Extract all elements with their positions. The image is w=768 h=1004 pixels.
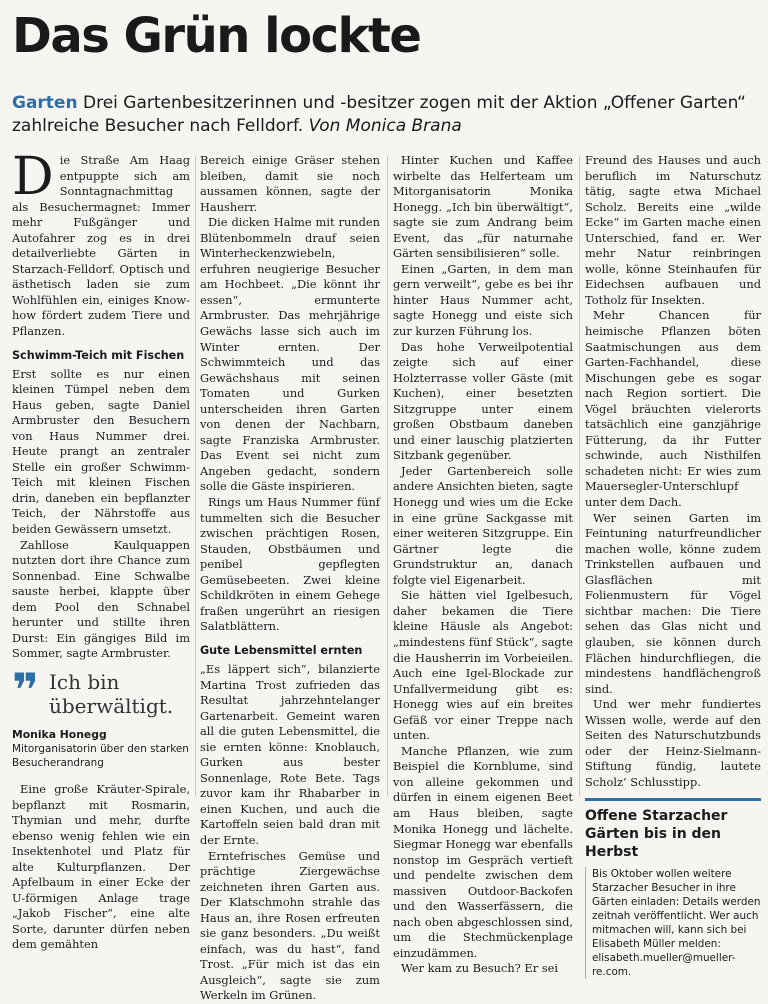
- lead-text: ie Straße Am Haag entpuppte sich am Sonntagnachmittag als Besuchermagnet: Immer mehr Fußgänger und Autofahrer zog es in drei detailverliebte Gärten in Starzach-Felldorf. Optisch und ästhetisch laden sie zum Wohlfühlen ein, einiges Know-how fördert zudem Tiere und Pflanzen.: [12, 153, 190, 339]
- info-box-text: Bis Oktober wollen weitere Starzacher Besucher in ihre Gärten einladen: Details werden zeitnah veröffentlicht. Wer auch mitmachen will, kann sich bei Elisabeth Müller melden: elisabeth.mueller@mueller-re.com.: [585, 867, 761, 979]
- column-rule: [387, 156, 388, 796]
- paragraph: Die dicken Halme mit runden Blütenbommeln drauf seien Winterheckenzwiebeln, erfuhren neugierige Besucher am Hochbeet. „Die könnt ihr essen“, ermunterte Armbruster. Das mehrjährige Gewächs lasse sich auch im Winter ernten. Der Schwimmteich und das Gewächshaus mit seinen Tomaten und Gurken unterscheiden ihren Garten von denen der Nachbarn, sagte Franziska Armbruster. Das Event sei nicht zum Angeben gedacht, sondern solle die Gäste inspirieren.: [200, 215, 380, 494]
- paragraph: Bereich einige Gräser stehen bleiben, damit sie noch aussamen können, sagte der Hausherr.: [200, 153, 380, 214]
- column-rule: [195, 156, 196, 796]
- paragraph: Wer kam zu Besuch? Er sei: [401, 961, 559, 976]
- subheading: Schwimm-Teich mit Fischen: [12, 348, 185, 362]
- paragraph: Eine große Kräuter-Spirale, bepflanzt mit Rosmarin, Thymian und mehr, durfte ebenso wenig fehlen wie ein Insektenhotel und Platz für alte Kulturpflanzen. Der Apfelbaum in einer Ecke der U-förmigen Anlage trage „Jakob Fischer“, eine alte Sorte, darunter dürfen neben dem gemähten: [12, 781, 190, 952]
- column-3: [393, 153, 573, 977]
- byline: Von Monica Brana: [308, 116, 462, 136]
- teaser: [12, 92, 758, 138]
- paragraph: Erst sollte es nur einen kleinen Tümpel neben dem Haus geben, sagte Daniel Armbruster den Besuchern von Haus Nummer drei. Heute prangt an zentraler Stelle ein großer Schwimm-Teich mit kleinen Fischen drin, daneben ein bepflanzter Teich, der Nährstoffe aus beiden Gewässern umsetzt.: [12, 366, 190, 537]
- paragraph: Und wer mehr fundiertes Wissen wolle, werde auf den Seiten des Naturschutzbunds oder der Heinz-Sielmann-Stiftung fündig, lautete Scholz’ Schlusstipp.: [585, 697, 761, 789]
- column-rule: [579, 156, 580, 796]
- column-2: [200, 153, 380, 1004]
- paragraph: Jeder Gartenbereich solle andere Ansichten bieten, sagte Honegg und wies um die Ecke in eine grüne Sackgasse mit einer weiteren Sitzgruppe. Ein Gärtner legte die Grundstruktur an, danach folgte viel Eigenarbeit.: [393, 463, 573, 587]
- info-box-title: Offene Starzacher Gärten bis in den Herbst: [585, 808, 728, 861]
- paragraph: Freund des Hauses und auch beruflich im Naturschutz tätig, sagte etwa Michael Scholz. Bereits eine „wilde Ecke“ im Garten mache einen Unterschied, fand er. Wer mehr Natur reinbringen wolle, könne Steinhaufen für Eidechsen aufbauen und Totholz für Insekten.: [585, 153, 761, 307]
- teaser-text: Drei Gartenbesitzerinnen und -besitzer zogen mit der Aktion „Offener Garten“ zahlreiche Besucher nach Felldorf.: [12, 93, 746, 136]
- paragraph: Erntefrisches Gemüse und prächtige Ziergewächse zeichneten ihren Garten aus. Der Klatschmohn strahle das Haus an, ihre Rosen erfreuten sie ganz besonders. „Du weißt einfach, was du hast“, fand Trost. „Für mich ist das ein Ausgleich“, sagte sie zum Werkeln im Grünen.: [200, 848, 380, 1003]
- paragraph: Sie hätten viel Igelbesuch, daher bekamen die Tiere kleine Häusle als Angebot: „mindestens fünf Stück“, sagte die Hausherrin im Vorbeieilen. Auch eine Igel-Blockade zur Unfallvermeidung gibt es: Honegg wies auf ein breites Gefäß vor einer Treppe nach unten.: [393, 588, 573, 743]
- kicker: Garten: [12, 93, 78, 113]
- paragraph: Zahllose Kaulquappen nutzten dort ihre Chance zum Sonnenbad. Eine Schwalbe sauste herbei, klappte über dem Pool den Schnabel herunter und stillte ihren Durst: Ein gängiges Bild im Sommer, sagte Armbruster.: [12, 537, 190, 661]
- pull-quote: [12, 662, 190, 718]
- paragraph: Manche Pflanzen, wie zum Beispiel die Kornblume, sind von alleine gekommen und dürfen in einem eigenen Beet am Haus bleiben, sagte Monika Honegg und lächelte. Siegmar Honegg war ebenfalls nonstop im Gespräch vertieft und pendelte zwischen dem massiven Outdoor-Backofen und den Wasserfässern, die nach oben abgeschlossen sind, um die Stechmückenplage einzudämmen.: [393, 743, 573, 960]
- paragraph: Das hohe Verweilpotential zeigte sich auf einer Holzterrasse voller Gäste (mit Kuchen), einer besetzten Sitzgruppe unter einem großen Obstbaum daneben und einer lauschig platzierten Sitzbank gegenüber.: [393, 339, 573, 463]
- lead-paragraph: [12, 147, 190, 340]
- quote-mark-icon: ❞: [12, 662, 39, 717]
- paragraph: Mehr Chancen für heimische Pflanzen böten Saatmischungen aus dem Garten-Fachhandel, diese Mischungen gebe es sogar nach Region sortiert. Die Vögel bräuchten vielerorts tatsächlich eine ganzjährige Fütterung, da ihr Futter schwinde, auch Nisthilfen schadeten nicht: Er wies zum Mauersegler-Unterschlupf unter dem Dach.: [585, 308, 761, 510]
- quote-name: Monika Honegg: [12, 727, 107, 741]
- column-4: [585, 153, 761, 979]
- paragraph: Wer seinen Garten im Feintuning naturfreundlicher machen wolle, könne zudem Trinkstellen aufbauen und Glasflächen mit Folienmustern für Vögel sichtbar machen: Die Tiere sehen das Glas nicht und glauben, sie können durch Flächen hindurchfliegen, die mindestens handflächengroß sind.: [585, 510, 761, 696]
- column-1: [12, 147, 190, 953]
- headline: Das Grün lockte: [12, 8, 421, 64]
- paragraph: Einen „Garten, in dem man gern verweilt“, gebe es bei ihr hinter Haus Nummer acht, sagte Honegg und eiste sich zur kurzen Führung los.: [393, 261, 573, 339]
- info-box: [585, 798, 761, 979]
- paragraph: Rings um Haus Nummer fünf tummelten sich die Besucher zwischen prächtigen Rosen, Stauden, Obstbäumen und penibel gepflegten Gemüsebeeten. Zwei kleine Schildkröten in einem Gehege fraßen ungerührt an riesigen Salatblättern.: [200, 495, 380, 634]
- paragraph: „Es läppert sich“, bilanzierte Martina Trost zufrieden das Resultat jahrzehntelanger Gartenarbeit. Gemeint waren all die guten Lebensmittel, die sie ernten könne: Knoblauch, Gurken aus bester Sonnenlage, Rote Bete. Tags zuvor kam ihr Rhabarber in einen Kuchen, und auch die Kartoffeln seien bald dran mit der Ernte.: [200, 661, 380, 847]
- subheading: Gute Lebensmittel ernten: [200, 643, 363, 657]
- drop-cap: D: [12, 147, 54, 207]
- paragraph: Hinter Kuchen und Kaffee wirbelte das Helferteam um Mitorganisatorin Monika Honegg. „Ich bin überwältigt“, sagte sie zum Andrang beim Event, das „für naturnahe Gärten sensibilisieren“ solle.: [393, 153, 573, 261]
- quote-text: Ich bin überwältigt.: [49, 669, 174, 718]
- quote-role: Mitorganisatorin über den starken Besucherandrang: [12, 742, 189, 769]
